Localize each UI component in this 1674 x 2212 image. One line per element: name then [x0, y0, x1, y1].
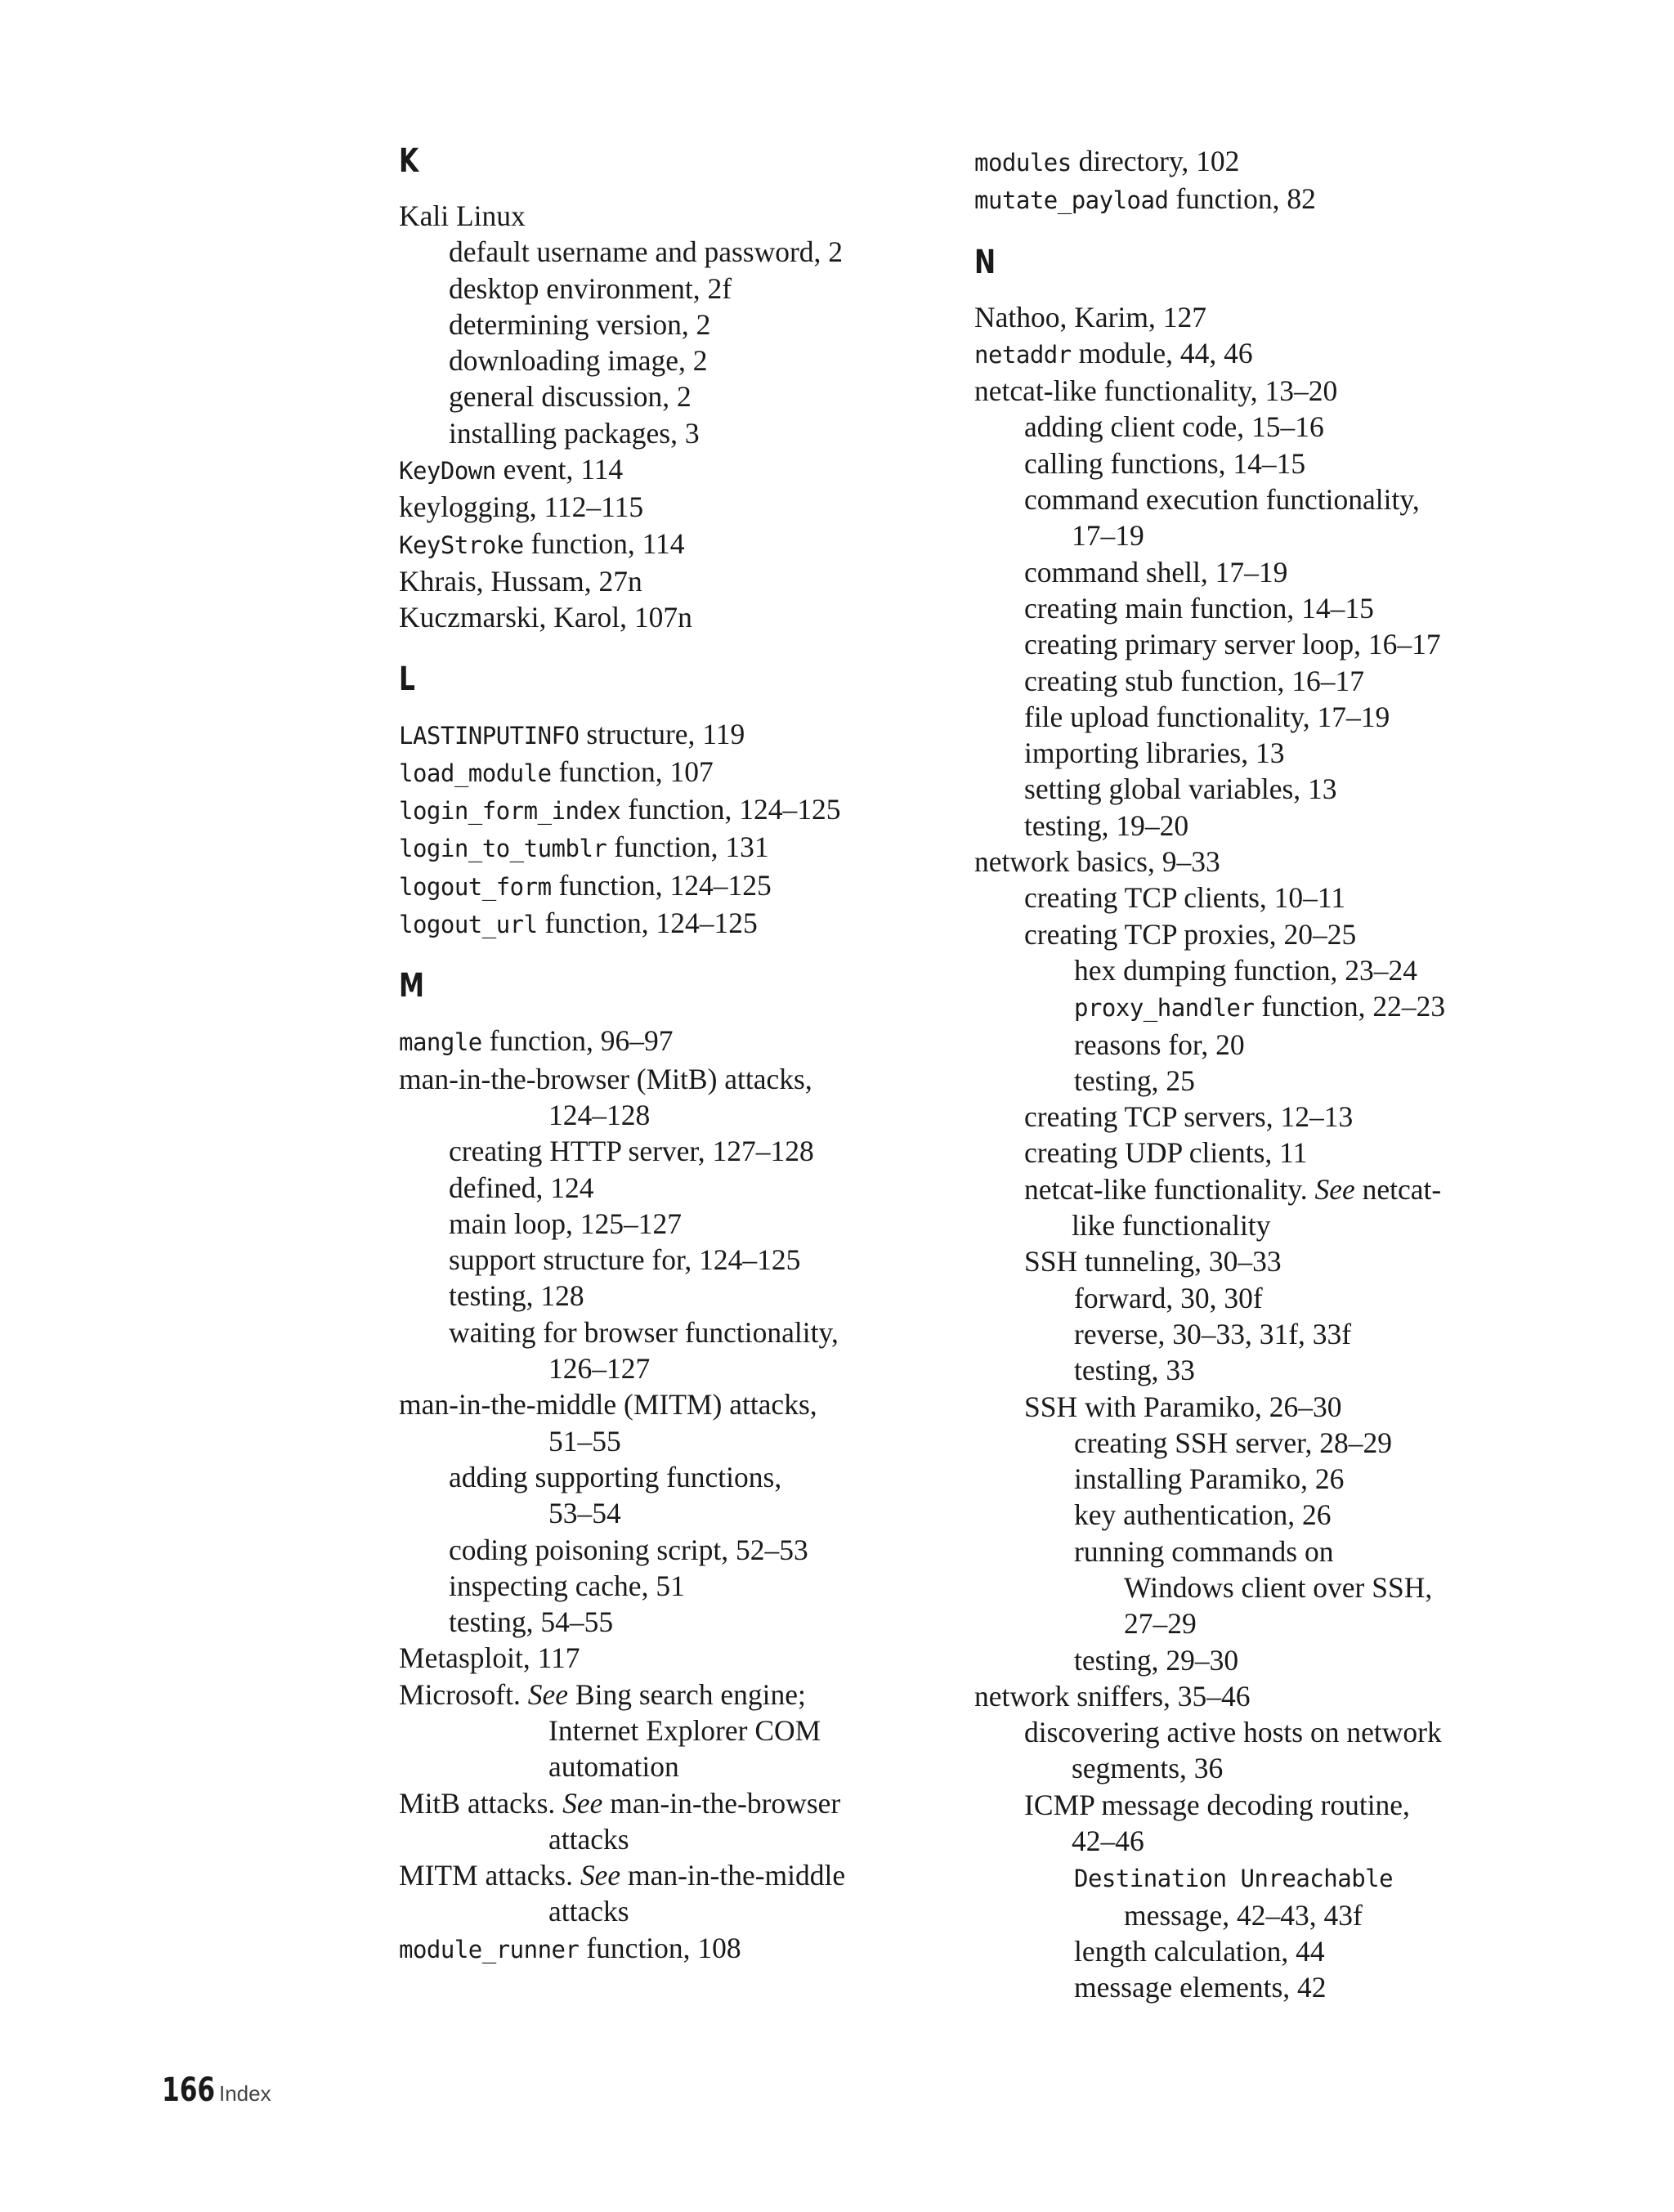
entry-text: function, 124–125 [551, 868, 772, 902]
entry-text: SSH tunneling, 30–33 [1024, 1245, 1282, 1278]
code-term: KeyDown [399, 457, 496, 486]
entry-text: function, 131 [606, 831, 769, 864]
index-subentry [974, 1933, 1530, 1969]
index-subentry [974, 1534, 1530, 1569]
index-subentry [974, 1605, 1530, 1641]
entry-text: netcat- [1354, 1172, 1442, 1206]
index-subentry [974, 1389, 1530, 1425]
index-entry [399, 1930, 955, 1968]
index-entry [399, 599, 955, 635]
entry-text: attacks [548, 1895, 629, 1928]
entry-text: event, 114 [495, 453, 624, 486]
entry-text: function, 96–97 [481, 1024, 674, 1058]
index-subentry [399, 1278, 955, 1314]
index-entry [974, 181, 1530, 218]
index-subentry [399, 1350, 955, 1386]
entry-text: calling functions, 14–15 [1024, 446, 1306, 480]
entry-text: Metasploit, 117 [399, 1641, 580, 1675]
entry-text: installing packages, 3 [449, 416, 700, 450]
index-column-right [974, 143, 1530, 2006]
index-entry [399, 1386, 955, 1422]
index-subentry [974, 1969, 1530, 2005]
index-subentry [399, 307, 955, 343]
entry-text: waiting for browser functionality, [449, 1315, 839, 1349]
page-footer [162, 2071, 271, 2112]
index-entry [399, 791, 955, 829]
entry-text: Microsoft. [399, 1677, 528, 1711]
entry-text: structure, 119 [579, 717, 745, 750]
code-term: KeyStroke [399, 531, 524, 559]
entry-text: desktop environment, 2f [449, 271, 732, 305]
index-entry [974, 143, 1530, 181]
index-entry [399, 754, 955, 791]
entry-text: netcat-like functionality. [1024, 1172, 1315, 1206]
index-subentry [974, 626, 1530, 662]
code-term: load_module [399, 759, 552, 787]
entry-text: running commands on [1074, 1534, 1334, 1568]
code-term: netaddr [974, 340, 1072, 369]
section-letter-heading: K [399, 142, 419, 180]
entry-text: 126–127 [548, 1352, 651, 1386]
code-term: login_to_tumblr [399, 835, 607, 863]
entry-text: man-in-the-middle (MITM) attacks, [399, 1388, 817, 1422]
index-subentry [974, 590, 1530, 626]
see-reference: See [527, 1677, 569, 1711]
code-term: logout_url [399, 911, 538, 939]
entry-text: SSH with Paramiko, 26–30 [1024, 1390, 1342, 1423]
entry-text: testing, 128 [449, 1279, 584, 1313]
entry-text: testing, 33 [1074, 1354, 1195, 1387]
entry-text: 42–46 [1071, 1825, 1144, 1858]
entry-text: creating UDP clients, 11 [1024, 1136, 1308, 1170]
index-subentry [974, 1316, 1530, 1352]
index-subentry [399, 1206, 955, 1242]
entry-text: 51–55 [548, 1424, 621, 1458]
index-subentry [974, 771, 1530, 807]
entry-text: command execution functionality, [1024, 483, 1420, 517]
see-reference: See [562, 1786, 603, 1820]
entry-text: adding client code, 15–16 [1024, 410, 1324, 444]
entry-text: function, 107 [551, 754, 714, 788]
entry-text: automation [548, 1750, 679, 1784]
index-entry [399, 198, 955, 234]
index-entry [974, 299, 1530, 335]
index-entry [399, 1061, 955, 1097]
entry-text: module, 44, 46 [1071, 336, 1253, 369]
entry-text: adding supporting functions, [449, 1460, 782, 1493]
index-subentry [399, 1532, 955, 1568]
index-subentry [399, 1749, 955, 1784]
code-term: module_runner [399, 1935, 580, 1963]
entry-text: testing, 19–20 [1024, 808, 1189, 842]
index-subentry [974, 1497, 1530, 1533]
entry-text: coding poisoning script, 52–53 [449, 1533, 808, 1566]
entry-text: creating TCP proxies, 20–25 [1024, 917, 1357, 951]
entry-text: 124–128 [548, 1098, 651, 1131]
entry-text: support structure for, 124–125 [449, 1243, 801, 1277]
entry-text: 17–19 [1071, 519, 1144, 553]
entry-text: man-in-the-middle [620, 1859, 846, 1892]
index-entry [399, 1023, 955, 1060]
entry-text: function, 114 [523, 526, 685, 560]
index-subentry [974, 1897, 1530, 1933]
entry-text: key authentication, 26 [1074, 1498, 1332, 1532]
entry-text: creating main function, 14–15 [1024, 591, 1374, 625]
entry-text: man-in-the-browser (MitB) attacks, [399, 1062, 812, 1095]
entry-text: length calculation, 44 [1074, 1934, 1325, 1968]
entry-text: message elements, 42 [1074, 1971, 1327, 2004]
entry-text: network basics, 9–33 [974, 845, 1220, 879]
code-term: login_form_index [399, 797, 621, 826]
entry-text: attacks [548, 1822, 629, 1856]
index-column-left [399, 143, 955, 1968]
entry-text: function, 22–23 [1254, 990, 1446, 1023]
index-entry [399, 1857, 955, 1893]
code-term: Destination Unreachable [1074, 1865, 1394, 1893]
index-entry [399, 716, 955, 754]
index-entry [399, 829, 955, 866]
entry-text: netcat-like functionality, 13–20 [974, 374, 1338, 408]
index-entry [399, 526, 955, 563]
index-subentry [399, 1459, 955, 1495]
entry-text: creating TCP clients, 10–11 [1024, 881, 1346, 915]
entry-text: Bing search engine; [568, 1677, 806, 1711]
index-entry [399, 867, 955, 905]
index-entry [399, 905, 955, 943]
index-subentry [974, 1063, 1530, 1099]
entry-text: Khrais, Hussam, 27n [399, 564, 642, 598]
index-subentry [974, 808, 1530, 844]
index-subentry [974, 409, 1530, 445]
entry-text: function, 124–125 [537, 907, 758, 940]
index-subentry [399, 1604, 955, 1640]
entry-text: segments, 36 [1071, 1752, 1224, 1785]
entry-text: function, 124–125 [620, 793, 841, 826]
entry-text: function, 108 [579, 1931, 741, 1964]
entry-text: default username and password, 2 [449, 235, 844, 269]
index-entry [974, 373, 1530, 409]
index-subentry [974, 1207, 1530, 1243]
index-subentry [399, 1314, 955, 1350]
page-number: 166 [162, 2071, 216, 2109]
entry-text: testing, 54–55 [449, 1605, 614, 1639]
index-subentry [399, 343, 955, 378]
index-entry [399, 1640, 955, 1676]
entry-text: 27–29 [1124, 1607, 1197, 1641]
index-subentry [974, 1135, 1530, 1171]
entry-text: creating SSH server, 28–29 [1074, 1426, 1392, 1459]
entry-text: Windows client over SSH, [1124, 1570, 1433, 1604]
code-term: modules [974, 149, 1072, 177]
entry-text: general discussion, 2 [449, 380, 692, 414]
index-subentry [399, 271, 955, 307]
entry-text: creating HTTP server, 127–128 [449, 1135, 814, 1168]
entry-text: command shell, 17–19 [1024, 555, 1288, 589]
index-subentry [974, 952, 1530, 988]
entry-text: forward, 30, 30f [1074, 1281, 1263, 1314]
entry-text: keylogging, 112–115 [399, 490, 644, 524]
index-subentry [399, 1097, 955, 1133]
index-subentry [399, 1495, 955, 1531]
index-subentry [399, 1821, 955, 1857]
code-term: logout_form [399, 872, 552, 901]
running-footer-label: Index [219, 2081, 271, 2106]
entry-text: function, 82 [1168, 182, 1316, 216]
section-letter-heading: M [399, 967, 425, 1005]
index-subentry [974, 517, 1530, 553]
index-subentry [399, 234, 955, 270]
entry-text: installing Paramiko, 26 [1074, 1462, 1345, 1496]
index-subentry [974, 1750, 1530, 1786]
index-subentry [974, 916, 1530, 952]
entry-text: like functionality [1071, 1209, 1271, 1243]
index-entry [399, 451, 955, 489]
section-letter-heading: L [399, 660, 415, 698]
index-subentry [399, 1242, 955, 1278]
entry-text: creating primary server loop, 16–17 [1024, 628, 1441, 661]
entry-text: Nathoo, Karim, 127 [974, 300, 1206, 334]
entry-text: discovering active hosts on network [1024, 1716, 1442, 1749]
index-subentry [399, 1713, 955, 1749]
index-subentry [399, 1423, 955, 1459]
index-subentry [974, 1859, 1530, 1896]
index-subentry [974, 446, 1530, 481]
entry-text: reverse, 30–33, 31f, 33f [1074, 1317, 1352, 1350]
index-subentry [974, 1714, 1530, 1750]
code-term: mangle [399, 1028, 482, 1057]
entry-text: testing, 25 [1074, 1063, 1195, 1097]
index-subentry [974, 735, 1530, 771]
index-subentry [399, 378, 955, 414]
entry-text: creating stub function, 16–17 [1024, 664, 1365, 697]
index-subentry [974, 1171, 1530, 1207]
index-entry [399, 489, 955, 525]
index-subentry [399, 1893, 955, 1929]
index-entry [974, 844, 1530, 880]
index-subentry [399, 1133, 955, 1169]
index-subentry [974, 1099, 1530, 1135]
entry-text: MitB attacks. [399, 1786, 563, 1820]
index-entry [399, 1677, 955, 1713]
index-entry [399, 1785, 955, 1821]
index-subentry [974, 1787, 1530, 1823]
entry-text: main loop, 125–127 [449, 1207, 682, 1240]
index-entry [974, 335, 1530, 373]
index-subentry [974, 1352, 1530, 1388]
entry-text: directory, 102 [1071, 145, 1240, 177]
index-subentry [399, 1170, 955, 1206]
entry-text: downloading image, 2 [449, 344, 708, 378]
index-subentry [974, 699, 1530, 735]
index-subentry [974, 1243, 1530, 1279]
index-subentry [974, 554, 1530, 590]
index-subentry [974, 1642, 1530, 1678]
entry-text: Kuczmarski, Karol, 107n [399, 601, 692, 634]
see-reference: See [1314, 1172, 1355, 1206]
index-entry [974, 1678, 1530, 1714]
entry-text: network sniffers, 35–46 [974, 1679, 1251, 1713]
index-subentry [399, 1568, 955, 1604]
index-subentry [974, 1425, 1530, 1461]
entry-text: MITM attacks. [399, 1859, 580, 1892]
section-letter-heading: N [974, 243, 996, 281]
entry-text: setting global variables, 13 [1024, 772, 1337, 806]
entry-text: Kali Linux [399, 199, 526, 232]
code-term: proxy_handler [1074, 994, 1255, 1023]
entry-text: defined, 124 [449, 1171, 594, 1204]
index-subentry [974, 880, 1530, 916]
index-entry [399, 563, 955, 599]
entry-text: Internet Explorer COM [548, 1713, 821, 1747]
index-subentry [974, 1461, 1530, 1497]
entry-text: importing libraries, 13 [1024, 737, 1285, 770]
entry-text: ICMP message decoding routine, [1024, 1788, 1410, 1821]
see-reference: See [580, 1859, 621, 1892]
entry-text: hex dumping function, 23–24 [1074, 953, 1418, 987]
index-subentry [974, 988, 1530, 1026]
index-subentry [399, 415, 955, 451]
index-subentry [974, 1027, 1530, 1063]
code-term: LASTINPUTINFO [399, 721, 580, 750]
entry-text: message, 42–43, 43f [1124, 1898, 1363, 1932]
entry-text: reasons for, 20 [1074, 1028, 1245, 1061]
entry-text: man-in-the-browser [602, 1786, 841, 1820]
entry-text: 53–54 [548, 1497, 621, 1530]
index-subentry [974, 1280, 1530, 1316]
index-subentry [974, 1823, 1530, 1859]
entry-text: creating TCP servers, 12–13 [1024, 1100, 1354, 1134]
entry-text: file upload functionality, 17–19 [1024, 700, 1390, 733]
entry-text: determining version, 2 [449, 307, 711, 341]
index-subentry [974, 481, 1530, 517]
index-subentry [974, 663, 1530, 699]
index-subentry [974, 1569, 1530, 1605]
entry-text: testing, 29–30 [1074, 1643, 1239, 1677]
entry-text: inspecting cache, 51 [449, 1569, 685, 1602]
code-term: mutate_payload [974, 186, 1169, 215]
